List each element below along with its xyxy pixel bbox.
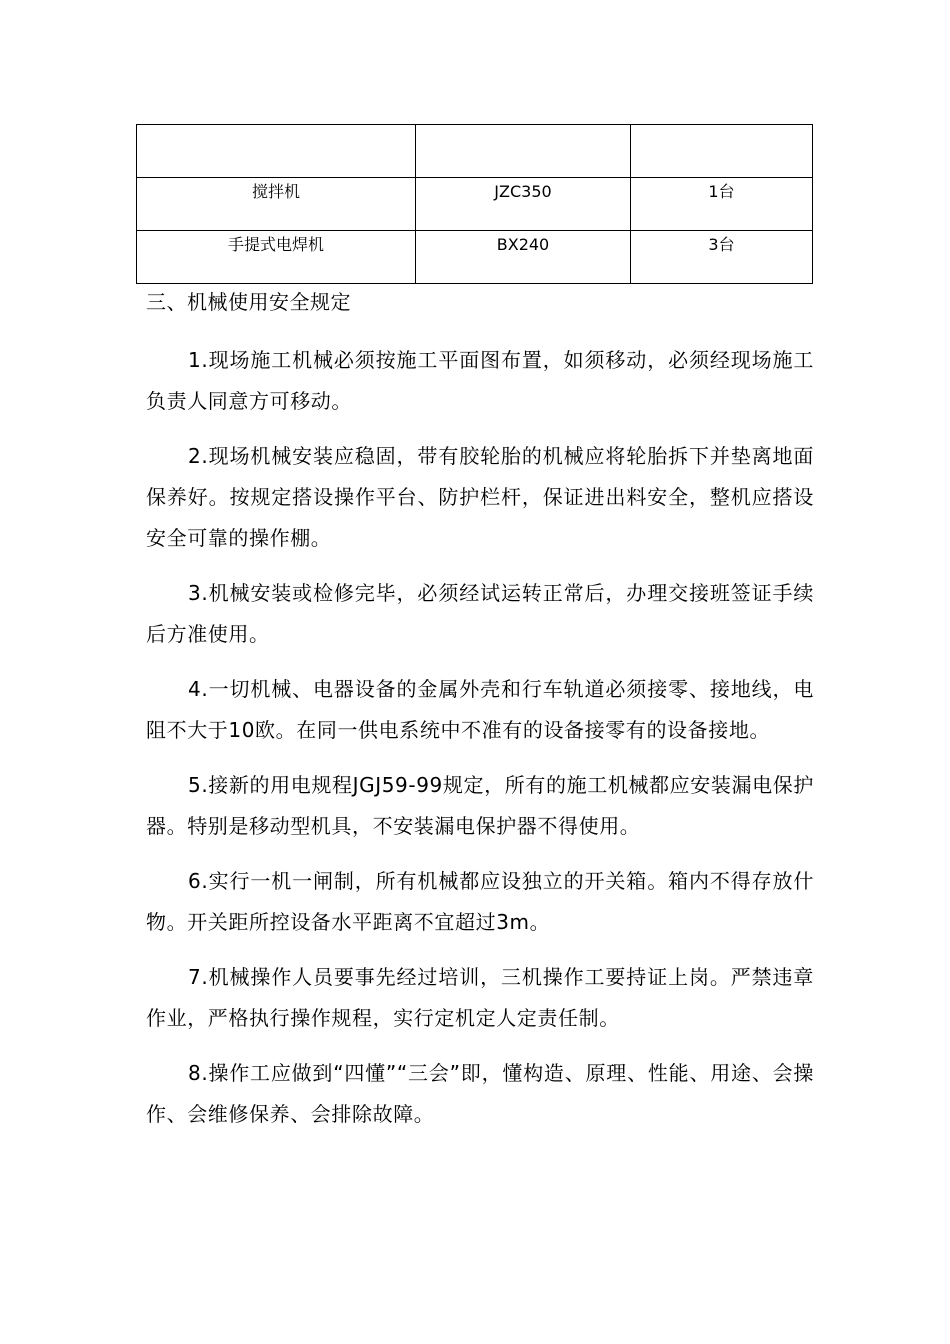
rule-paragraph: 1.现场施工机械必须按施工平面图布置，如须移动，必须经现场施工负责人同意方可移动。 xyxy=(146,348,814,413)
table-cell-quantity: 3台 xyxy=(631,231,813,284)
table-cell-name xyxy=(137,125,416,178)
table-cell-quantity xyxy=(631,125,813,178)
table-cell-model: BX240 xyxy=(416,231,631,284)
rule-paragraph: 3.机械安装或检修完毕，必须经试运转正常后，办理交接班签证手续后方准使用。 xyxy=(146,581,814,646)
rules-list xyxy=(146,340,814,1149)
table-cell-model xyxy=(416,125,631,178)
rule-paragraph: 8.操作工应做到“四懂”“三会”即，懂构造、原理、性能、用途、会操作、会维修保养、会排除故障。 xyxy=(146,1061,814,1126)
equipment-table xyxy=(136,124,813,284)
rule-paragraph: 4.一切机械、电器设备的金属外壳和行车轨道必须接零、接地线，电阻不大于10欧。在同一供电系统中不准有的设备接零有的设备接地。 xyxy=(146,677,814,742)
table-cell-quantity: 1台 xyxy=(631,178,813,231)
rule-paragraph: 2.现场机械安装应稳固，带有胶轮胎的机械应将轮胎拆下并垫离地面保养好。按规定搭设操作平台、防护栏杆，保证进出料安全，整机应搭设安全可靠的操作棚。 xyxy=(146,444,814,550)
table-cell-name: 手提式电焊机 xyxy=(137,231,416,284)
rule-paragraph: 7.机械操作人员要事先经过培训，三机操作工要持证上岗。严禁违章作业，严格执行操作规程，实行定机定人定责任制。 xyxy=(146,965,814,1030)
rule-paragraph: 5.接新的用电规程JGJ59-99规定，所有的施工机械都应安装漏电保护器。特别是移动型机具，不安装漏电保护器不得使用。 xyxy=(146,773,814,838)
table-row xyxy=(137,178,813,231)
table-row xyxy=(137,125,813,178)
table-row xyxy=(137,231,813,284)
table-cell-name: 搅拌机 xyxy=(137,178,416,231)
rule-paragraph: 6.实行一机一闸制，所有机械都应设独立的开关箱。箱内不得存放什物。开关距所控设备水平距离不宜超过3m。 xyxy=(146,869,814,934)
table-cell-model: JZC350 xyxy=(416,178,631,231)
section-heading: 三、机械使用安全规定 xyxy=(146,290,351,314)
